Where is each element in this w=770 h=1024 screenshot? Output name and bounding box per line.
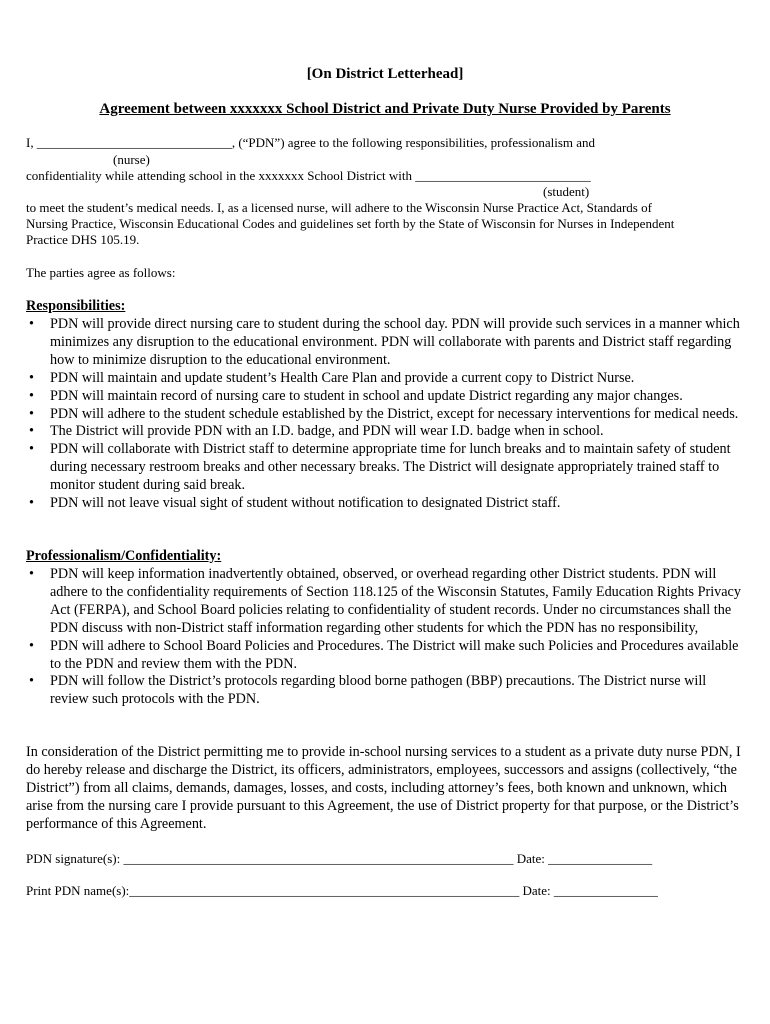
intro-line-3: to meet the student’s medical needs. I, as a licensed nurse, will adhere to the Wisconsin Nurse Practice Act, Standards of: [26, 200, 652, 215]
list-item: • PDN will provide direct nursing care to student during the school day. PDN will provide such services in a manner which minimizes any disruption to the educational environment. PDN will collaborate with parents and District staff regarding how to minimize disruption to the educational environment.: [29, 316, 740, 368]
list-item: • PDN will adhere to the student schedule established by the District, except for necessary interventions for medical needs.: [29, 405, 739, 422]
professionalism-list: [26, 566, 746, 709]
bullet-icon: •: [29, 637, 34, 654]
list-item: • PDN will follow the District’s protocols regarding blood borne pathogen (BBP) precautions. The District nurse will review such protocols with the PDN.: [29, 673, 707, 708]
intro-line-5: Practice DHS 105.19.: [26, 232, 140, 247]
list-item: • PDN will maintain record of nursing care to student in school and update District regarding any major changes.: [29, 387, 683, 404]
letterhead-placeholder: [On District Letterhead]: [306, 66, 464, 82]
bullet-icon: •: [29, 441, 34, 458]
responsibilities-heading: Responsibilities:: [26, 298, 126, 314]
professionalism-heading: Professionalism/Confidentiality:: [26, 548, 222, 564]
list-item: • PDN will collaborate with District staff to determine appropriate time for lunch breaks and to maintain safety of student during necessary restroom breaks and other necessary breaks. The District will designate appropriately trained staff to monitor student during said break.: [29, 441, 731, 494]
nurse-label: (nurse): [113, 152, 150, 167]
bullet-icon: •: [29, 405, 34, 422]
release-paragraph: In consideration of the District permitting me to provide in-school nursing services to a student as a private duty nurse PDN, I do hereby release and discharge the District, its officers, administrators, employees, successors and assigns (collectively, “the District”) from all claims, demands, damages, losses, and costs, including attorney’s fees, both known and unknown, which arise from the nursing care I provide pursuant to this Agreement, the use of District property for that purpose, or the District’s performance of this Agreement.: [26, 744, 741, 832]
intro-line-2: confidentiality while attending school in the xxxxxxx School District with ___________________________: [26, 168, 591, 183]
parties-agree: The parties agree as follows:: [26, 265, 176, 280]
bullet-icon: •: [29, 387, 34, 404]
student-label: (student): [543, 184, 590, 199]
list-item: • PDN will maintain and update student’s Health Care Plan and provide a current copy to District Nurse.: [29, 369, 635, 386]
list-item: • PDN will adhere to School Board Policies and Procedures. The District will make such Policies and Procedures available to the PDN and review them with the PDN.: [29, 637, 739, 672]
intro-line-1: I, ______________________________, (“PDN”) agree to the following responsibilities, professionalism and: [26, 135, 596, 150]
bullet-icon: •: [29, 673, 34, 690]
responsibilities-list: [26, 316, 746, 513]
intro-line-4: Nursing Practice, Wisconsin Educational Codes and guidelines set forth by the State of Wisconsin for Nurses in Independent: [26, 216, 675, 231]
bullet-icon: •: [29, 495, 34, 512]
list-item: • PDN will keep information inadvertently obtained, observed, or overhead regarding other District students. PDN will adhere to the confidentiality requirements of Section 118.125 of the Wisconsin Statutes, Family Education Rights Privacy Act (FERPA), and School Board policies relating to confidentiality of student records. Under no circumstances shall the PDN discuss with non-District staff information regarding other students for which the PDN has no responsibility,: [29, 566, 741, 636]
list-item: • PDN will not leave visual sight of student without notification to designated District staff.: [29, 495, 561, 512]
pdn-signature-line: PDN signature(s): ____________________________________________________________ Date: ________________: [26, 851, 653, 866]
bullet-icon: •: [29, 316, 34, 332]
document-title: Agreement between xxxxxxx School District and Private Duty Nurse Provided by Parents: [99, 101, 671, 117]
bullet-icon: •: [29, 566, 34, 582]
bullet-icon: •: [29, 423, 34, 440]
bullet-icon: •: [29, 369, 34, 386]
print-pdn-name-line: Print PDN name(s):____________________________________________________________ Date: ________________: [26, 883, 658, 898]
list-item: • The District will provide PDN with an I.D. badge, and PDN will wear I.D. badge when in school.: [29, 423, 604, 440]
